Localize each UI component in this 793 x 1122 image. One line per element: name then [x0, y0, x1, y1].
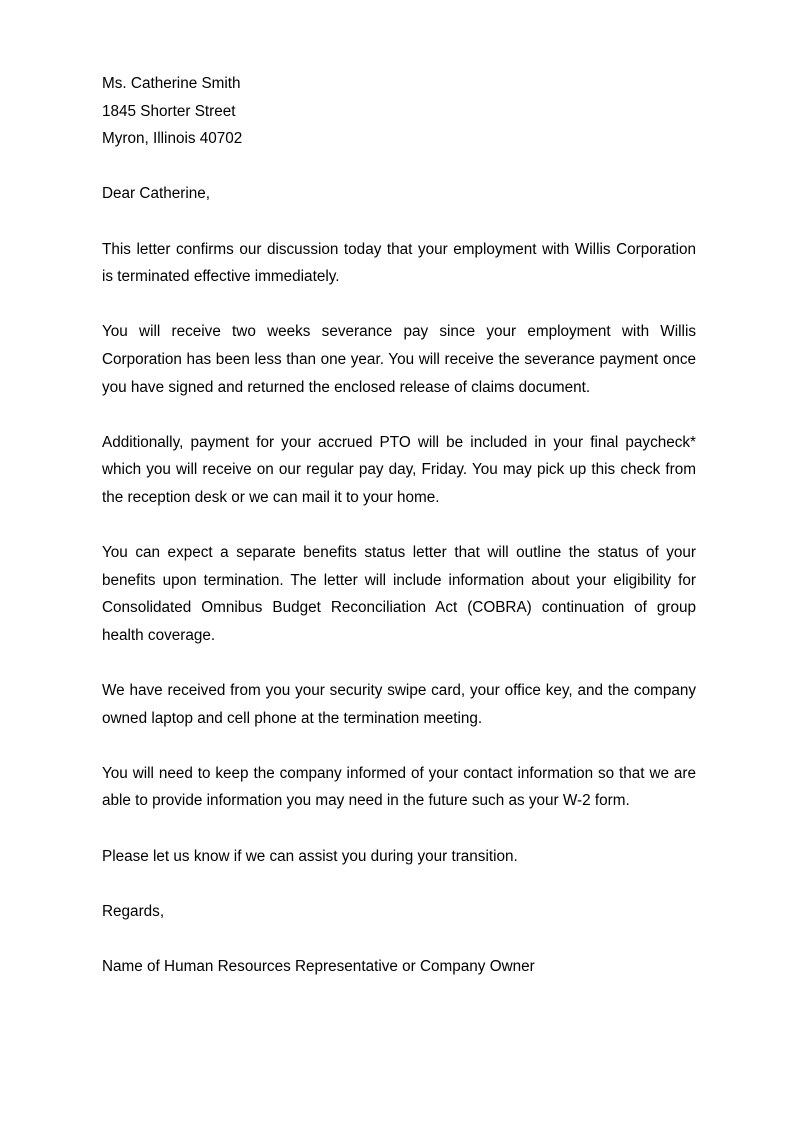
recipient-address [102, 70, 696, 153]
paragraph-termination: This letter confirms our discussion today that your employment with Willis Corporation is terminated effective immediately. [102, 240, 696, 286]
recipient-street: 1845 Shorter Street [102, 102, 236, 120]
recipient-name: Ms. Catherine Smith [102, 75, 241, 92]
paragraph-returned-property: We have received from you your security swipe card, your office key, and the company owned laptop and cell phone at the termination meeting. [102, 682, 696, 727]
paragraph-benefits: You can expect a separate benefits status letter that will outline the status of your benefits upon termination. The letter will include information about your eligibility for Consolidated Omnibus Budget Reconciliation Act (COBRA) continuation of group health coverage. [102, 544, 696, 644]
paragraph-pto: Additionally, payment for your accrued PTO will be included in your final paycheck* which you will receive on our regular pay day, Friday. You may pick up this check from the reception desk or we can mail it to your home. [102, 433, 696, 506]
recipient-city-state-zip: Myron, Illinois 40702 [102, 130, 243, 148]
salutation: Dear Catherine, [102, 185, 210, 203]
paragraph-severance: You will receive two weeks severance pay since your employment with Willis Corporation has been less than one year. You will receive the severance payment once you have signed and returned the enclosed release of claims document. [102, 323, 696, 396]
letter-body [102, 70, 696, 981]
paragraph-contact-info: You will need to keep the company informed of your contact information so that we are able to provide information you may need in the future such as your W-2 form. [102, 764, 696, 810]
paragraph-assistance: Please let us know if we can assist you during your transition. [102, 847, 518, 865]
closing: Regards, [102, 902, 165, 920]
signature-line: Name of Human Resources Representative or Company Owner [102, 958, 535, 975]
